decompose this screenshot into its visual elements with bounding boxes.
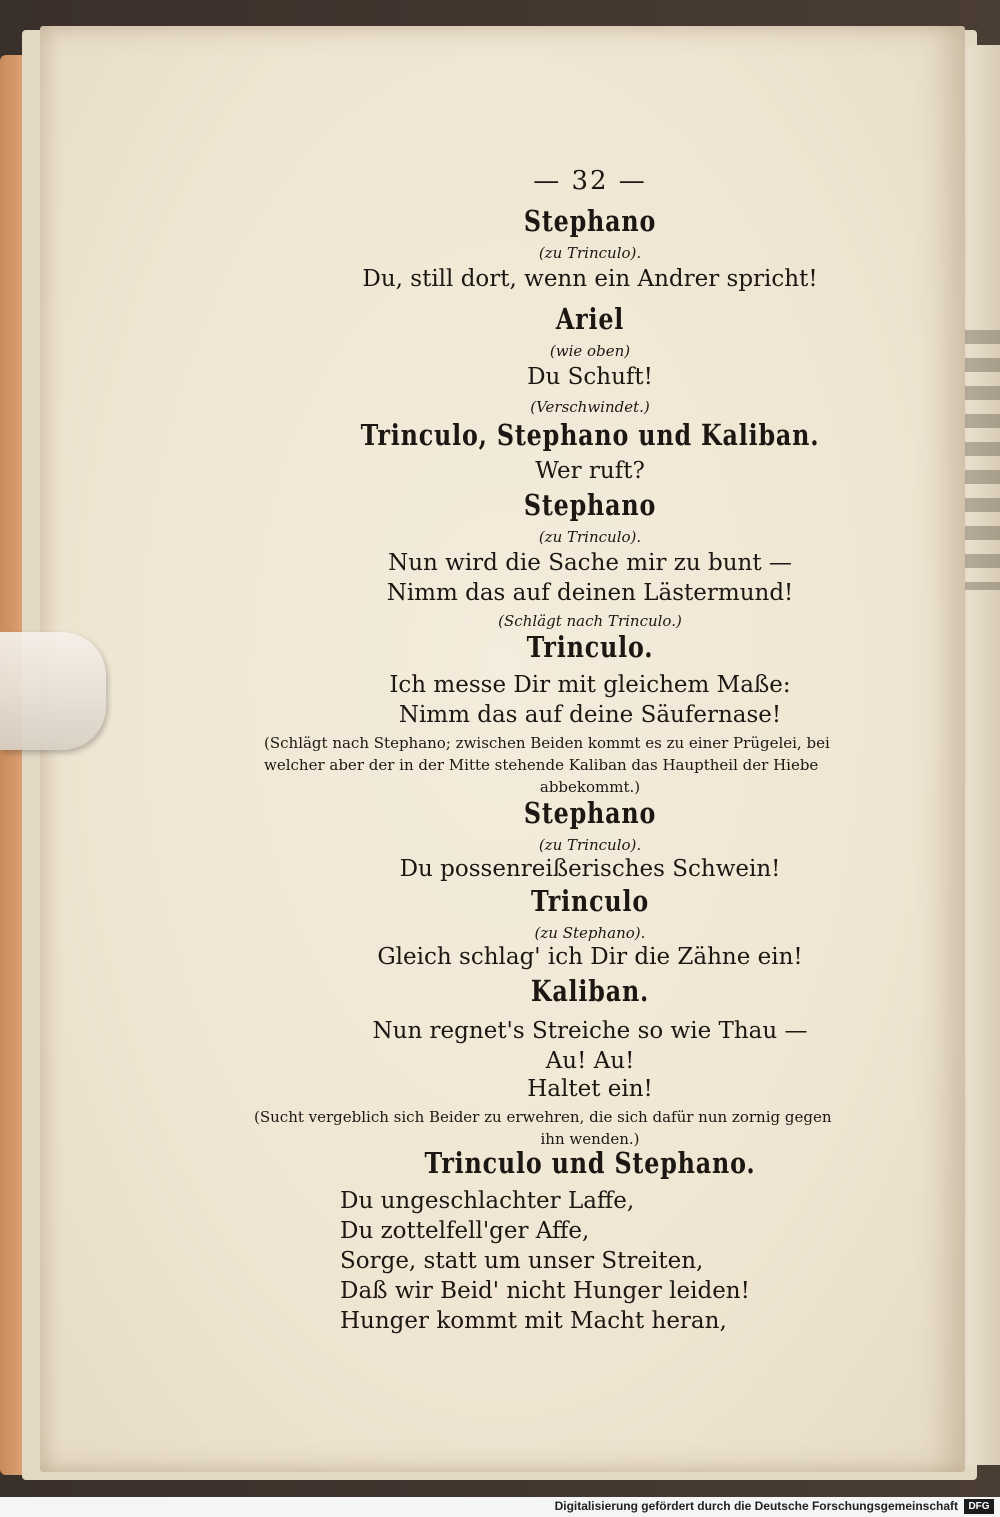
dfg-logo: DFG xyxy=(964,1499,994,1514)
page-number: — 32 — xyxy=(533,166,647,196)
stage-direction-long: abbekommt.) xyxy=(539,778,641,796)
speaker-heading: Trinculo xyxy=(530,884,650,918)
stage-direction: (zu Stephano). xyxy=(534,924,646,942)
stage-direction-long: (Schlägt nach Stephano; zwischen Beiden kommt es zu einer Prügelei, bei xyxy=(264,734,830,752)
footer-bar xyxy=(0,1497,1000,1517)
speaker-heading: Stephano xyxy=(523,796,657,830)
speaker-heading: Stephano xyxy=(523,204,657,238)
speaker-heading: Trinculo. xyxy=(526,630,654,664)
verse-line: Nun wird die Sache mir zu bunt — xyxy=(388,550,792,576)
verse-line: Du, still dort, wenn ein Andrer spricht! xyxy=(362,266,818,292)
stage-direction: (Schlägt nach Trinculo.) xyxy=(498,612,682,630)
stage-direction-long: ihn wenden.) xyxy=(540,1130,640,1148)
funding-note: Digitalisierung gefördert durch die Deutsche Forschungsgemeinschaft xyxy=(554,1499,958,1513)
speaker-heading: Trinculo, Stephano und Kaliban. xyxy=(360,418,820,452)
verse-line: Du Schuft! xyxy=(527,364,653,390)
book-page xyxy=(40,26,965,1472)
verse-line: Nimm das auf deinen Lästermund! xyxy=(386,580,794,606)
verse-line: Nun regnet's Streiche so wie Thau — xyxy=(372,1018,808,1044)
verse-line: Haltet ein! xyxy=(527,1076,653,1102)
speaker-heading: Stephano xyxy=(523,488,657,522)
speaker-heading: Ariel xyxy=(555,302,625,336)
verse-line: Daß wir Beid' nicht Hunger leiden! xyxy=(340,1278,750,1304)
stage-direction: (zu Trinculo). xyxy=(538,836,642,854)
next-page-bleed-text xyxy=(960,330,1000,590)
verse-line: Hunger kommt mit Macht heran, xyxy=(340,1308,727,1334)
verse-line: Du possenreißerisches Schwein! xyxy=(399,856,781,882)
verse-line: Du ungeschlachter Laffe, xyxy=(340,1188,635,1214)
verse-line: Ich messe Dir mit gleichem Maße: xyxy=(389,672,791,698)
speaker-heading: Kaliban. xyxy=(530,974,650,1008)
stage-direction: (wie oben) xyxy=(549,342,631,360)
page-holder-clip xyxy=(0,632,106,750)
stage-direction-long: (Sucht vergeblich sich Beider zu erwehren, die sich dafür nun zornig gegen xyxy=(254,1108,832,1126)
stage-direction: (zu Trinculo). xyxy=(538,528,642,546)
stage-direction: (zu Trinculo). xyxy=(538,244,642,262)
verse-line: Nimm das auf deine Säufernase! xyxy=(398,702,782,728)
verse-line: Gleich schlag' ich Dir die Zähne ein! xyxy=(377,944,803,970)
verse-line: Wer ruft? xyxy=(535,458,645,484)
verse-line: Du zottelfell'ger Affe, xyxy=(340,1218,590,1244)
verse-line: Au! Au! xyxy=(545,1048,635,1074)
speaker-heading: Trinculo und Stephano. xyxy=(424,1146,756,1180)
verse-line: Sorge, statt um unser Streiten, xyxy=(340,1248,704,1274)
stage-direction-long: welcher aber der in der Mitte stehende Kaliban das Hauptheil der Hiebe xyxy=(264,756,819,774)
stage-direction: (Verschwindet.) xyxy=(530,398,650,416)
